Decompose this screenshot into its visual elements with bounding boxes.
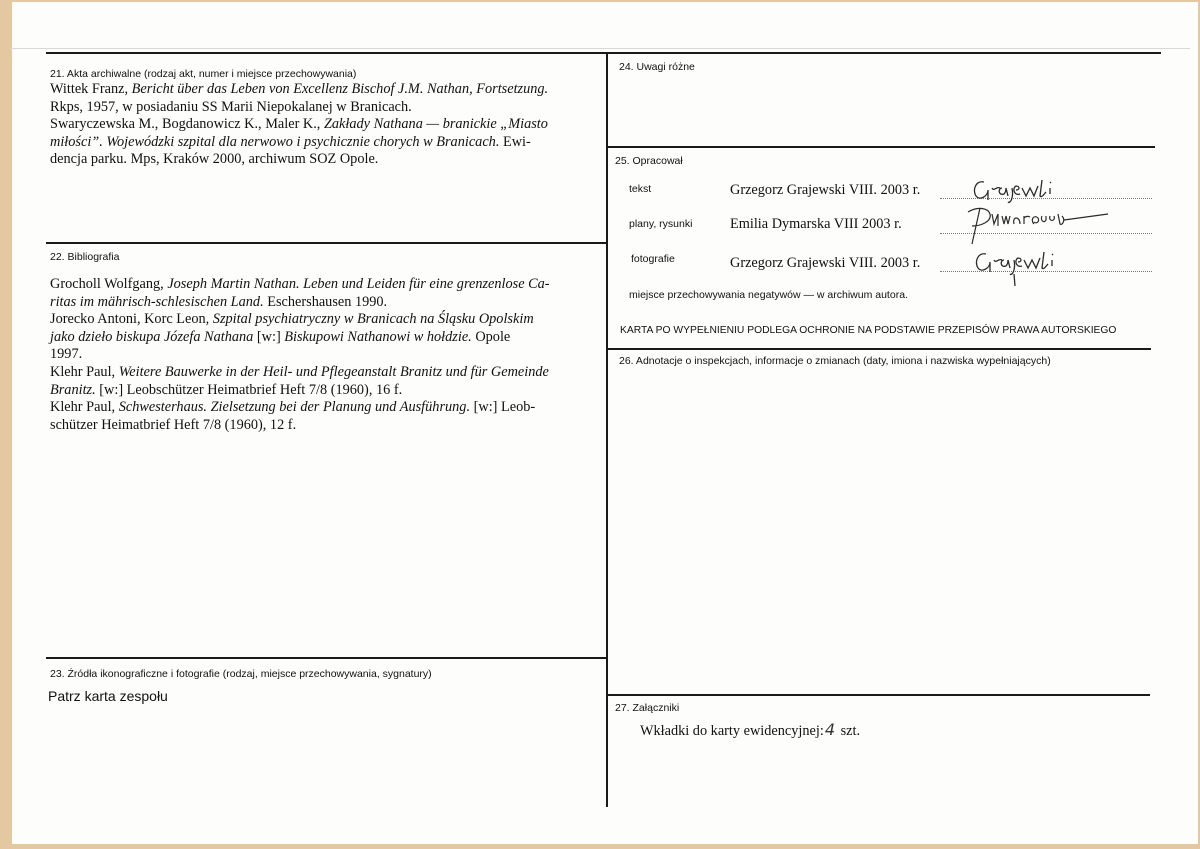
section-22-entries xyxy=(50,276,610,434)
bibliography-entry-cont: schützer Heimatbrief Heft 7/8 (1960), 12 f. xyxy=(50,416,297,433)
divider-26-27 xyxy=(606,694,1150,696)
bibliography-entry-cont: Branitz. [w:] Leobschützer Heimatbrief Heft 7/8 (1960), 16 f. xyxy=(50,381,403,398)
signature-grajewski-1 xyxy=(970,176,1070,204)
section-27-label: 27. Załączniki xyxy=(615,702,680,714)
iconography-value: Patrz karta zespołu xyxy=(48,688,168,704)
section-24-label: 24. Uwagi różne xyxy=(619,61,695,73)
author-role-photos: fotografie xyxy=(631,253,675,265)
section-22-label: 22. Bibliografia xyxy=(50,251,120,263)
bibliography-entry: Klehr Paul, Weitere Bauwerke in der Heil- und Pflegeanstalt Branitz und für Gemeinde xyxy=(50,363,549,380)
divider-top xyxy=(46,52,1161,54)
section-21-label: 21. Akta archiwalne (rodzaj akt, numer i miejsce przechowywania) xyxy=(50,68,357,80)
archive-entry-cont: Rkps, 1957, w posiadaniu SS Marii Niepokalanej w Branicach. xyxy=(50,98,412,115)
archive-entry-cont: dencja parku. Mps, Kraków 2000, archiwum SOZ Opole. xyxy=(50,151,379,168)
section-26-label: 26. Adnotacje o inspekcjach, informacje o zmianach (daty, imiona i nazwiska wypełniających) xyxy=(619,355,1051,367)
author-plans-value: Emilia Dymarska VIII 2003 r. xyxy=(730,216,902,232)
signature-grajewski-2 xyxy=(972,248,1072,288)
signature-dymarska xyxy=(962,204,1112,248)
divider-25-26 xyxy=(606,348,1151,350)
bibliography-entry-cont: ritas im mährisch-schlesischen Land. Eschershausen 1990. xyxy=(50,293,388,310)
bibliography-entry: Jorecko Antoni, Korc Leon, Szpital psychiatryczny w Branicach na Śląsku Opolskim xyxy=(50,311,534,328)
divider-21-22 xyxy=(46,242,606,244)
section-23-label: 23. Źródła ikonograficzne i fotografie (rodzaj, miejsce przechowywania, sygnatury) xyxy=(50,668,432,680)
author-photos-value: Grzegorz Grajewski VIII. 2003 r. xyxy=(730,255,921,271)
bibliography-entry: Grocholl Wolfgang, Joseph Martin Nathan. Leben und Leiden für eine grenzenlose Ca- xyxy=(50,276,550,292)
archive-entry: Swaryczewska M., Bogdanowicz K., Maler K., Zakłady Nathana — branickie „Miasto xyxy=(50,116,548,133)
bibliography-entry-cont: jako dzieło biskupa Józefa Nathana [w:] Biskupowi Nathanowi w hołdzie. Opole xyxy=(50,328,511,345)
divider-22-23 xyxy=(46,657,606,659)
attachments-unit: szt. xyxy=(837,723,861,739)
archive-entry-cont: miłości”. Wojewódzki szpital dla nerwowo i psychicznie chorych w Branicach. Ewi- xyxy=(50,133,531,150)
copyright-notice: KARTA PO WYPEŁNIENIU PODLEGA OCHRONIE NA PODSTAWIE PRZEPISÓW PRAWA AUTORSKIEGO xyxy=(620,325,1117,336)
author-role-plans: plany, rysunki xyxy=(629,218,693,230)
attachments-line xyxy=(640,720,860,740)
negatives-storage: miejsce przechowywania negatywów — w archiwum autora. xyxy=(629,289,908,301)
section-21-entries xyxy=(50,81,610,169)
author-text-value: Grzegorz Grajewski VIII. 2003 r. xyxy=(730,182,921,198)
section-25-label: 25. Opracował xyxy=(615,155,683,167)
top-strip xyxy=(10,8,1190,49)
attachments-count: 4 xyxy=(824,720,836,739)
bibliography-entry: Klehr Paul, Schwesterhaus. Zielsetzung bei der Planung und Ausführung. [w:] Leob- xyxy=(50,399,536,416)
bibliography-entry-cont: 1997. xyxy=(50,346,83,363)
author-role-text: tekst xyxy=(629,183,652,195)
attachments-text: Wkładki do karty ewidencyjnej: xyxy=(640,723,824,739)
divider-24-25 xyxy=(606,146,1155,148)
archive-entry: Wittek Franz, Bericht über das Leben von Excellenz Bischof J.M. Nathan, Fortsetzung. xyxy=(50,81,549,97)
